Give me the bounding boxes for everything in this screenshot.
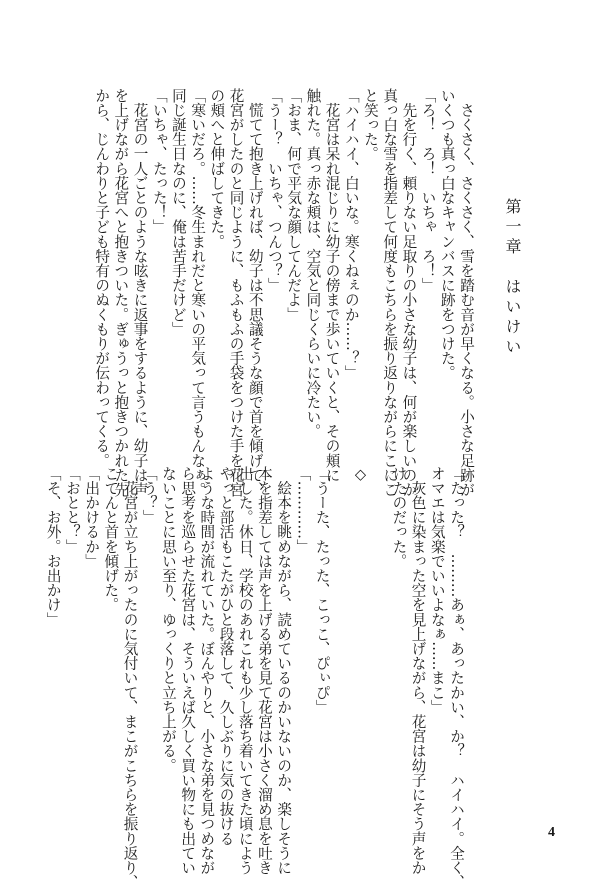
text-line: 真っ白な雪を指差して何度もこちらを振り返りながらにこにこ (381, 88, 399, 497)
text-line: と笑った。 (361, 88, 379, 161)
text-line: けたのだった。 (390, 466, 408, 569)
text-line: の頬へと伸ばしてきた。 (208, 88, 226, 249)
text-line: 「いちゃ、たった！」 (150, 88, 168, 234)
text-line: 「たった？ ………あぁ、あったかい、か？ ハイハイ。全く、 (448, 466, 465, 889)
text-line: 同じ誕生日なのに、俺は苦手だけど」 (169, 88, 187, 337)
text-line: を上げながら花宮へと抱きついた。ぎゅうっと抱きつかれた先 (112, 88, 130, 497)
text-line: 花宮がしたのと同じように、もふもふの手袋をつけた手を花宮 (227, 88, 245, 497)
text-line: 花宮が立ち上がったのに気付いて、まこがこちらを振り返り、 (121, 466, 139, 889)
text-line: いくつも真っ白なキャンバスに跡をつけた。 (438, 88, 456, 380)
text-line: さくさく、さくさく、雪を踏む音が早くなる。小さな足跡が (458, 88, 475, 497)
text-line: ないことに思い至り、ゆっくりと立ち上がる。 (159, 466, 177, 773)
text-line: 灰色に染まった空を見上げながら、花宮は幼子にそう声をか (409, 466, 427, 875)
text-line: 「うーた、たった、こっこ、ぴぃぴ」 (313, 466, 331, 715)
text-line: 「おま、何で平気な顔してんだよ」 (285, 88, 303, 322)
text-line: 触れた。真っ赤な頬は、空気と同じくらいに冷たい。 (304, 88, 322, 439)
text-line: 「ハイハイ、白いな。寒くねぇのか……？」 (342, 88, 360, 380)
text-line: 「う？」 (140, 466, 158, 525)
text-line: から、じんわりと子ども特有のぬくもりが伝わってくる。 (93, 88, 111, 468)
text-block-top (56, 88, 476, 497)
text-line: 「うー？ いちゃ、つんつ？」 (265, 88, 283, 293)
text-line: 出した。休日、学校のあれこれも少し落ち着いてきた頃によう (236, 466, 254, 875)
text-line: ◇ (351, 466, 369, 483)
text-line: やっと部活もこたがひと段落して、久しぶりに気の抜ける (217, 466, 235, 846)
text-line: オマエは気楽でいいよなぁ……まこ」 (428, 466, 446, 715)
page-number: 4 (548, 825, 555, 840)
text-line: 花宮は呆れ混じりに幼子の傍まで歩いていくと、その頬に (323, 88, 341, 483)
text-line: 「寒いだろ。……冬生まれだと寒いの平気って言うもんなぁ。 (189, 88, 207, 497)
text-line: 「出かけるか」 (83, 466, 101, 569)
text-line: 本を指差しては声を上げる弟を見て花宮は小さく溜め息を吐き (255, 466, 273, 875)
text-line: ら思考を巡らせた花宮は、そういえば久しく買い物にも出てい (179, 466, 197, 875)
text-line: ような時間が流れていた。ぼんやりと、小さな弟を見つめなが (198, 466, 216, 875)
text-line: 「ろ！ ろ！ いちゃ ろ！」 (419, 88, 437, 293)
text-line: 「おとと？」 (63, 466, 81, 554)
chapter-title: 第一章 はいけい (503, 198, 522, 358)
text-line: こてんと首を傾げた。 (102, 466, 120, 612)
text-line: 「そ、お外。お出かけ」 (44, 466, 62, 627)
text-block-bottom (16, 466, 466, 889)
text-line: 慌てて抱き上げれば、幼子は不思議そうな顔で首を傾げて、 (246, 88, 264, 497)
text-line: 先を行く、頼りない足取りの小さな幼子は、何が楽しいのか (400, 88, 418, 497)
text-line: 「…………」 (294, 466, 312, 554)
text-line (370, 466, 389, 806)
text-line: 花宮の一人ごとのような呟きに返事をするように、幼子は声 (131, 88, 149, 497)
text-line (332, 466, 351, 806)
text-line: 絵本を眺めながら、読めているのかいないのか、楽しそうに (275, 466, 293, 875)
